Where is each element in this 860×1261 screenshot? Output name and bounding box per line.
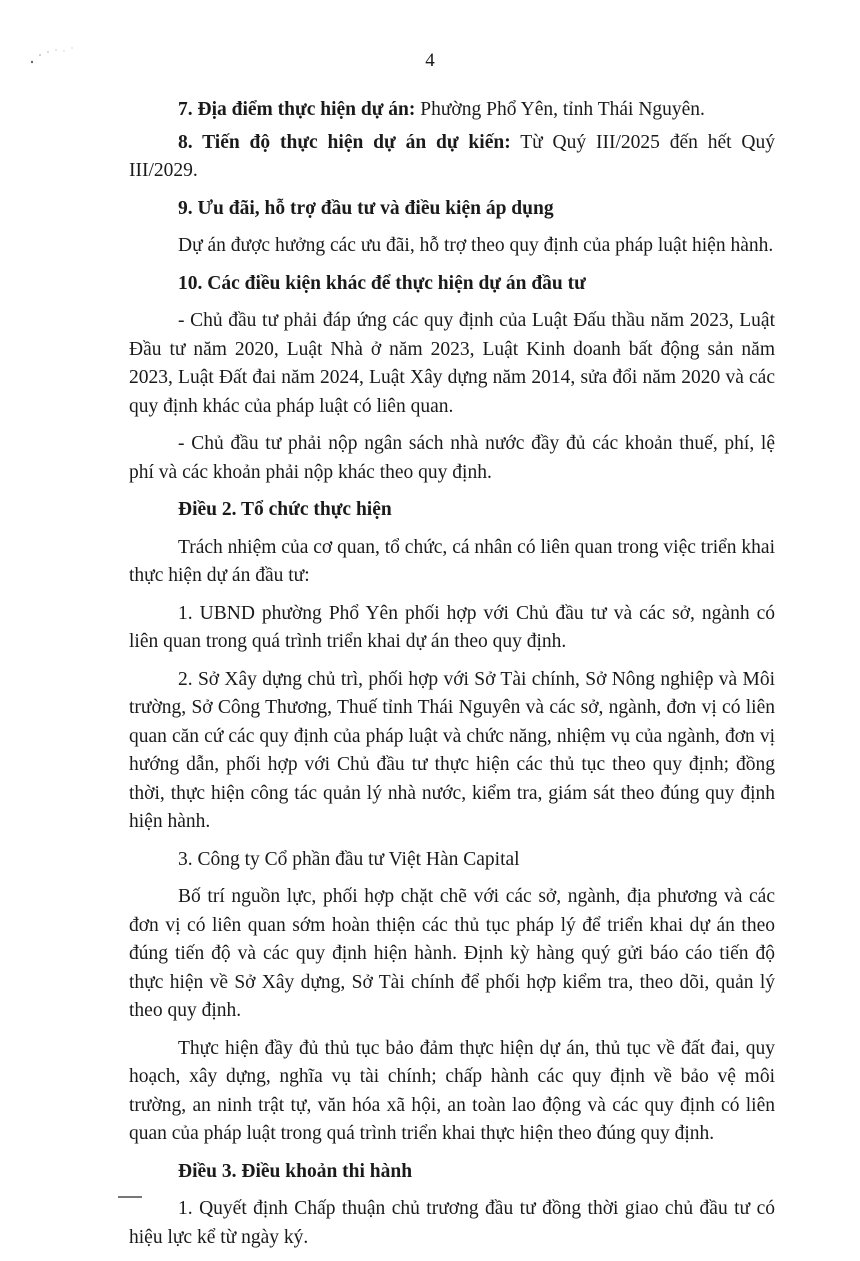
item-8-text: Từ Quý III/2025 đến hết Quý III/2029. bbox=[129, 131, 776, 181]
item-8-label: 8. Tiến độ thực hiện dự án dự kiến: bbox=[178, 131, 511, 153]
article-2-clause-2: 2. Sở Xây dựng chủ trì, phối hợp với Sở Tài chính, Sở Nông nghiệp và Môi trường, Sở Công Thương, Thuế tỉnh Thái Nguyên và các sở, ngành, đơn vị có liên quan căn cứ các quy định của pháp luật và chức năng, nhiệm vụ của ngành, đơn vị hướng dẫn, phối hợp với Chủ đầu tư thực hiện các thủ tục theo quy định; đồng thời, thực hiện công tác quản lý nhà nước, kiểm tra, giám sát theo đúng quy định hiện hành. bbox=[129, 668, 775, 832]
article-2-clause-3: 3. Công ty Cổ phần đầu tư Việt Hàn Capital bbox=[178, 848, 520, 870]
article-2-heading: Điều 2. Tổ chức thực hiện bbox=[178, 499, 392, 520]
scan-edge-mark bbox=[118, 1196, 142, 1198]
item-7-label: 7. Địa điểm thực hiện dự án: bbox=[178, 99, 416, 120]
page-number: 4 bbox=[425, 50, 435, 71]
article-2-clause-1: 1. UBND phường Phổ Yên phối hợp với Chủ đầu tư và các sở, ngành có liên quan trong quá trình triển khai dự án theo quy định. bbox=[129, 602, 775, 652]
article-3-clause-1: 1. Quyết định Chấp thuận chủ trương đầu tư đồng thời giao chủ đầu tư có hiệu lực kể từ ngày ký. bbox=[129, 1198, 775, 1248]
item-10-paragraph-2: - Chủ đầu tư phải nộp ngân sách nhà nước đầy đủ các khoản thuế, phí, lệ phí và các khoản phải nộp khác theo quy định. bbox=[129, 433, 775, 483]
item-7 bbox=[129, 96, 775, 125]
document-body bbox=[129, 96, 775, 1261]
article-2-intro: Trách nhiệm của cơ quan, tổ chức, cá nhân có liên quan trong việc triển khai thực hiện dự án đầu tư: bbox=[129, 536, 775, 586]
article-2-clause-3-detail-1: Bố trí nguồn lực, phối hợp chặt chẽ với các sở, ngành, địa phương và các đơn vị có liên quan sớm hoàn thiện các thủ tục pháp lý để triển khai dự án theo đúng tiến độ và các quy định hiện hành. Định kỳ hàng quý gửi báo cáo tiến độ thực hiện về Sở Xây dựng, Sở Tài chính để phối hợp kiểm tra, theo dõi, quản lý theo quy định. bbox=[129, 886, 775, 1021]
item-8 bbox=[129, 129, 775, 186]
item-9-text: Dự án được hưởng các ưu đãi, hỗ trợ theo quy định của pháp luật hiện hành. bbox=[178, 235, 774, 256]
article-2-clause-3-detail-2: Thực hiện đầy đủ thủ tục bảo đảm thực hiện dự án, thủ tục về đất đai, quy hoạch, xây dựng, nghĩa vụ tài chính; chấp hành các quy định về bảo vệ môi trường, an ninh trật tự, văn hóa xã hội, an toàn lao động và các quy định có liên quan của pháp luật trong quá trình triển khai thực hiện theo đúng quy định. bbox=[129, 1037, 775, 1144]
item-9-heading: 9. Ưu đãi, hỗ trợ đầu tư và điều kiện áp dụng bbox=[178, 197, 554, 219]
item-7-text: Phường Phổ Yên, tỉnh Thái Nguyên. bbox=[415, 99, 705, 120]
article-3-heading: Điều 3. Điều khoản thi hành bbox=[178, 1160, 413, 1182]
item-10-heading: 10. Các điều kiện khác để thực hiện dự án đầu tư bbox=[178, 272, 586, 294]
item-10-paragraph-1: - Chủ đầu tư phải đáp ứng các quy định của Luật Đấu thầu năm 2023, Luật Đầu tư năm 2020, Luật Nhà ở năm 2023, Luật Kinh doanh bất động sản năm 2023, Luật Đất đai năm 2024, Luật Xây dựng năm 2014, sửa đổi năm 2020 và các quy định khác của pháp luật có liên quan. bbox=[129, 310, 775, 417]
